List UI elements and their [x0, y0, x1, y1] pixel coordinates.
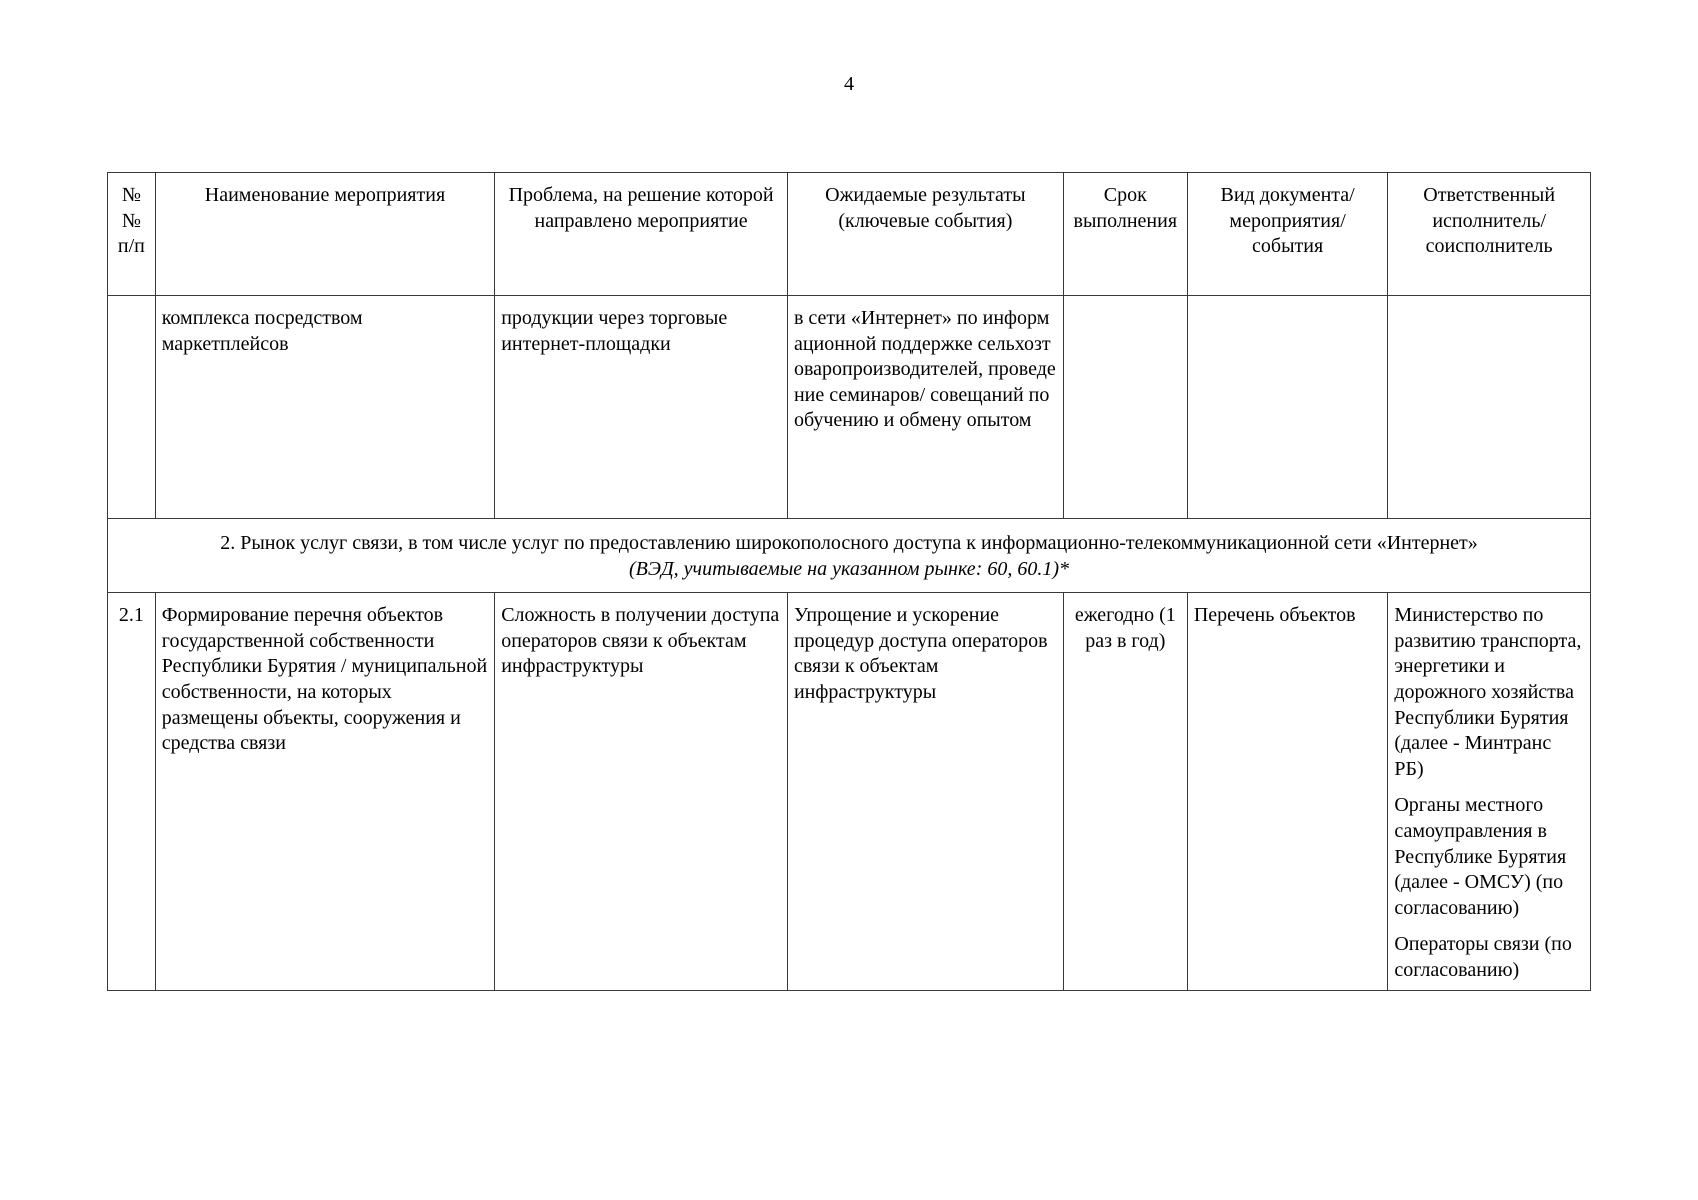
page-number: 4 [844, 73, 854, 95]
table-row [108, 296, 1591, 519]
header-result: Ожидаемые результаты (ключевые события) [787, 173, 1063, 296]
cell-responsible [1388, 296, 1591, 519]
cell-term: ежегодно (1 раз в год) [1063, 593, 1187, 990]
cell-problem: Сложность в получении доступа операторов связи к объектам инфраструктуры [495, 593, 788, 990]
section-title: 2. Рынок услуг связи, в том числе услуг по предоставлению широкополосного доступа к информационно-телекоммуникационной сети «Интернет» [220, 532, 1478, 554]
cell-responsible [1388, 593, 1591, 990]
cell-name: Формирование перечня объектов государственной собственности Республики Бурятия / муниципальной собственности, на которых размещены объекты, сооружения и средства связи [155, 593, 494, 990]
responsible-operators: Операторы связи (по согласованию) [1394, 933, 1572, 981]
cell-problem: продукции через торговые интернет-площадки [495, 296, 788, 519]
section-heading [108, 519, 1591, 593]
header-responsible: Ответственный исполнитель/ соисполнитель [1388, 173, 1591, 296]
header-doc: Вид документа/ мероприятия/ события [1187, 173, 1387, 296]
cell-num: 2.1 [108, 593, 156, 990]
header-term: Срок выполнения [1063, 173, 1187, 296]
cell-doc [1187, 296, 1387, 519]
header-name: Наименование мероприятия [155, 173, 494, 296]
header-num: №№ п/п [108, 173, 156, 296]
cell-result: Упрощение и ускорение процедур доступа операторов связи к объектам инфраструктуры [787, 593, 1063, 990]
cell-num [108, 296, 156, 519]
cell-result: в сети «Интернет» по информационной поддержке сельхозтоваропроизводителей, проведение семинаров/ совещаний по обучению и обмену опытом [787, 296, 1063, 519]
header-problem: Проблема, на решение которой направлено мероприятие [495, 173, 788, 296]
section-subtitle: (ВЭД, учитываемые на указанном рынке: 60, 60.1)* [628, 557, 1070, 580]
table-row [108, 593, 1591, 990]
cell-term [1063, 296, 1187, 519]
table-header-row [108, 173, 1591, 296]
responsible-omsu: Органы местного самоуправления в Республике Бурятия (далее - ОМСУ) (по согласованию) [1394, 794, 1567, 919]
cell-doc: Перечень объектов [1187, 593, 1387, 990]
measures-table [107, 172, 1591, 991]
section-row [108, 519, 1591, 593]
responsible-minstrans: Министерство по развитию транспорта, энергетики и дорожного хозяйства Республики Бурятия (далее - Минтранс РБ) [1394, 604, 1582, 780]
cell-name: комплекса посредством маркетплейсов [155, 296, 494, 519]
